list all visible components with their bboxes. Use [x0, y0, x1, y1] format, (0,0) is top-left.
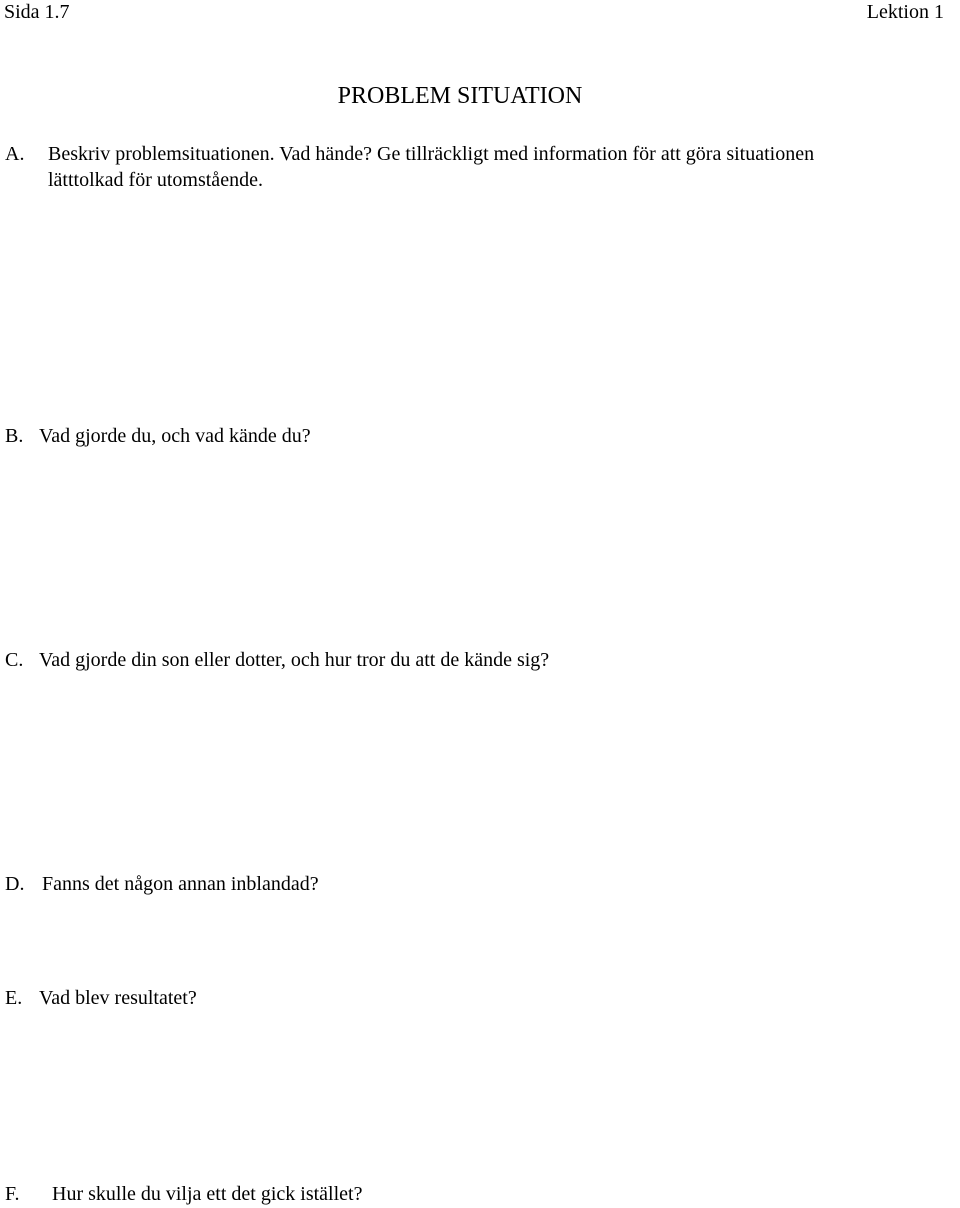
question-text: Vad gjorde din son eller dotter, och hur tror du att de kände sig? — [39, 649, 550, 671]
question-b — [5, 424, 311, 448]
question-letter: C. — [5, 649, 24, 671]
question-text: Vad gjorde du, och vad kände du? — [39, 425, 311, 447]
question-text: Beskriv problemsituationen. Vad hände? Ge tillräckligt med information för att göra situationen — [48, 143, 815, 165]
question-text: Fanns det någon annan inblandad? — [42, 873, 319, 895]
question-text: Vad blev resultatet? — [39, 987, 197, 1009]
question-a — [5, 142, 814, 166]
question-letter: D. — [5, 873, 25, 895]
page-title: PROBLEM SITUATION — [337, 83, 583, 109]
question-letter: A. — [5, 143, 25, 165]
question-f — [5, 1182, 362, 1206]
page-number: Sida 1.7 — [4, 1, 70, 23]
question-d — [5, 872, 319, 896]
question-c — [5, 648, 549, 672]
question-text: Hur skulle du vilja ett det gick istället? — [52, 1183, 363, 1205]
question-e — [5, 986, 197, 1010]
lesson-label: Lektion 1 — [866, 1, 944, 23]
question-letter: F. — [5, 1183, 20, 1205]
question-letter: B. — [5, 425, 24, 447]
question-letter: E. — [5, 987, 23, 1009]
question-a-continuation: lätttolkad för utomstående. — [48, 169, 263, 191]
